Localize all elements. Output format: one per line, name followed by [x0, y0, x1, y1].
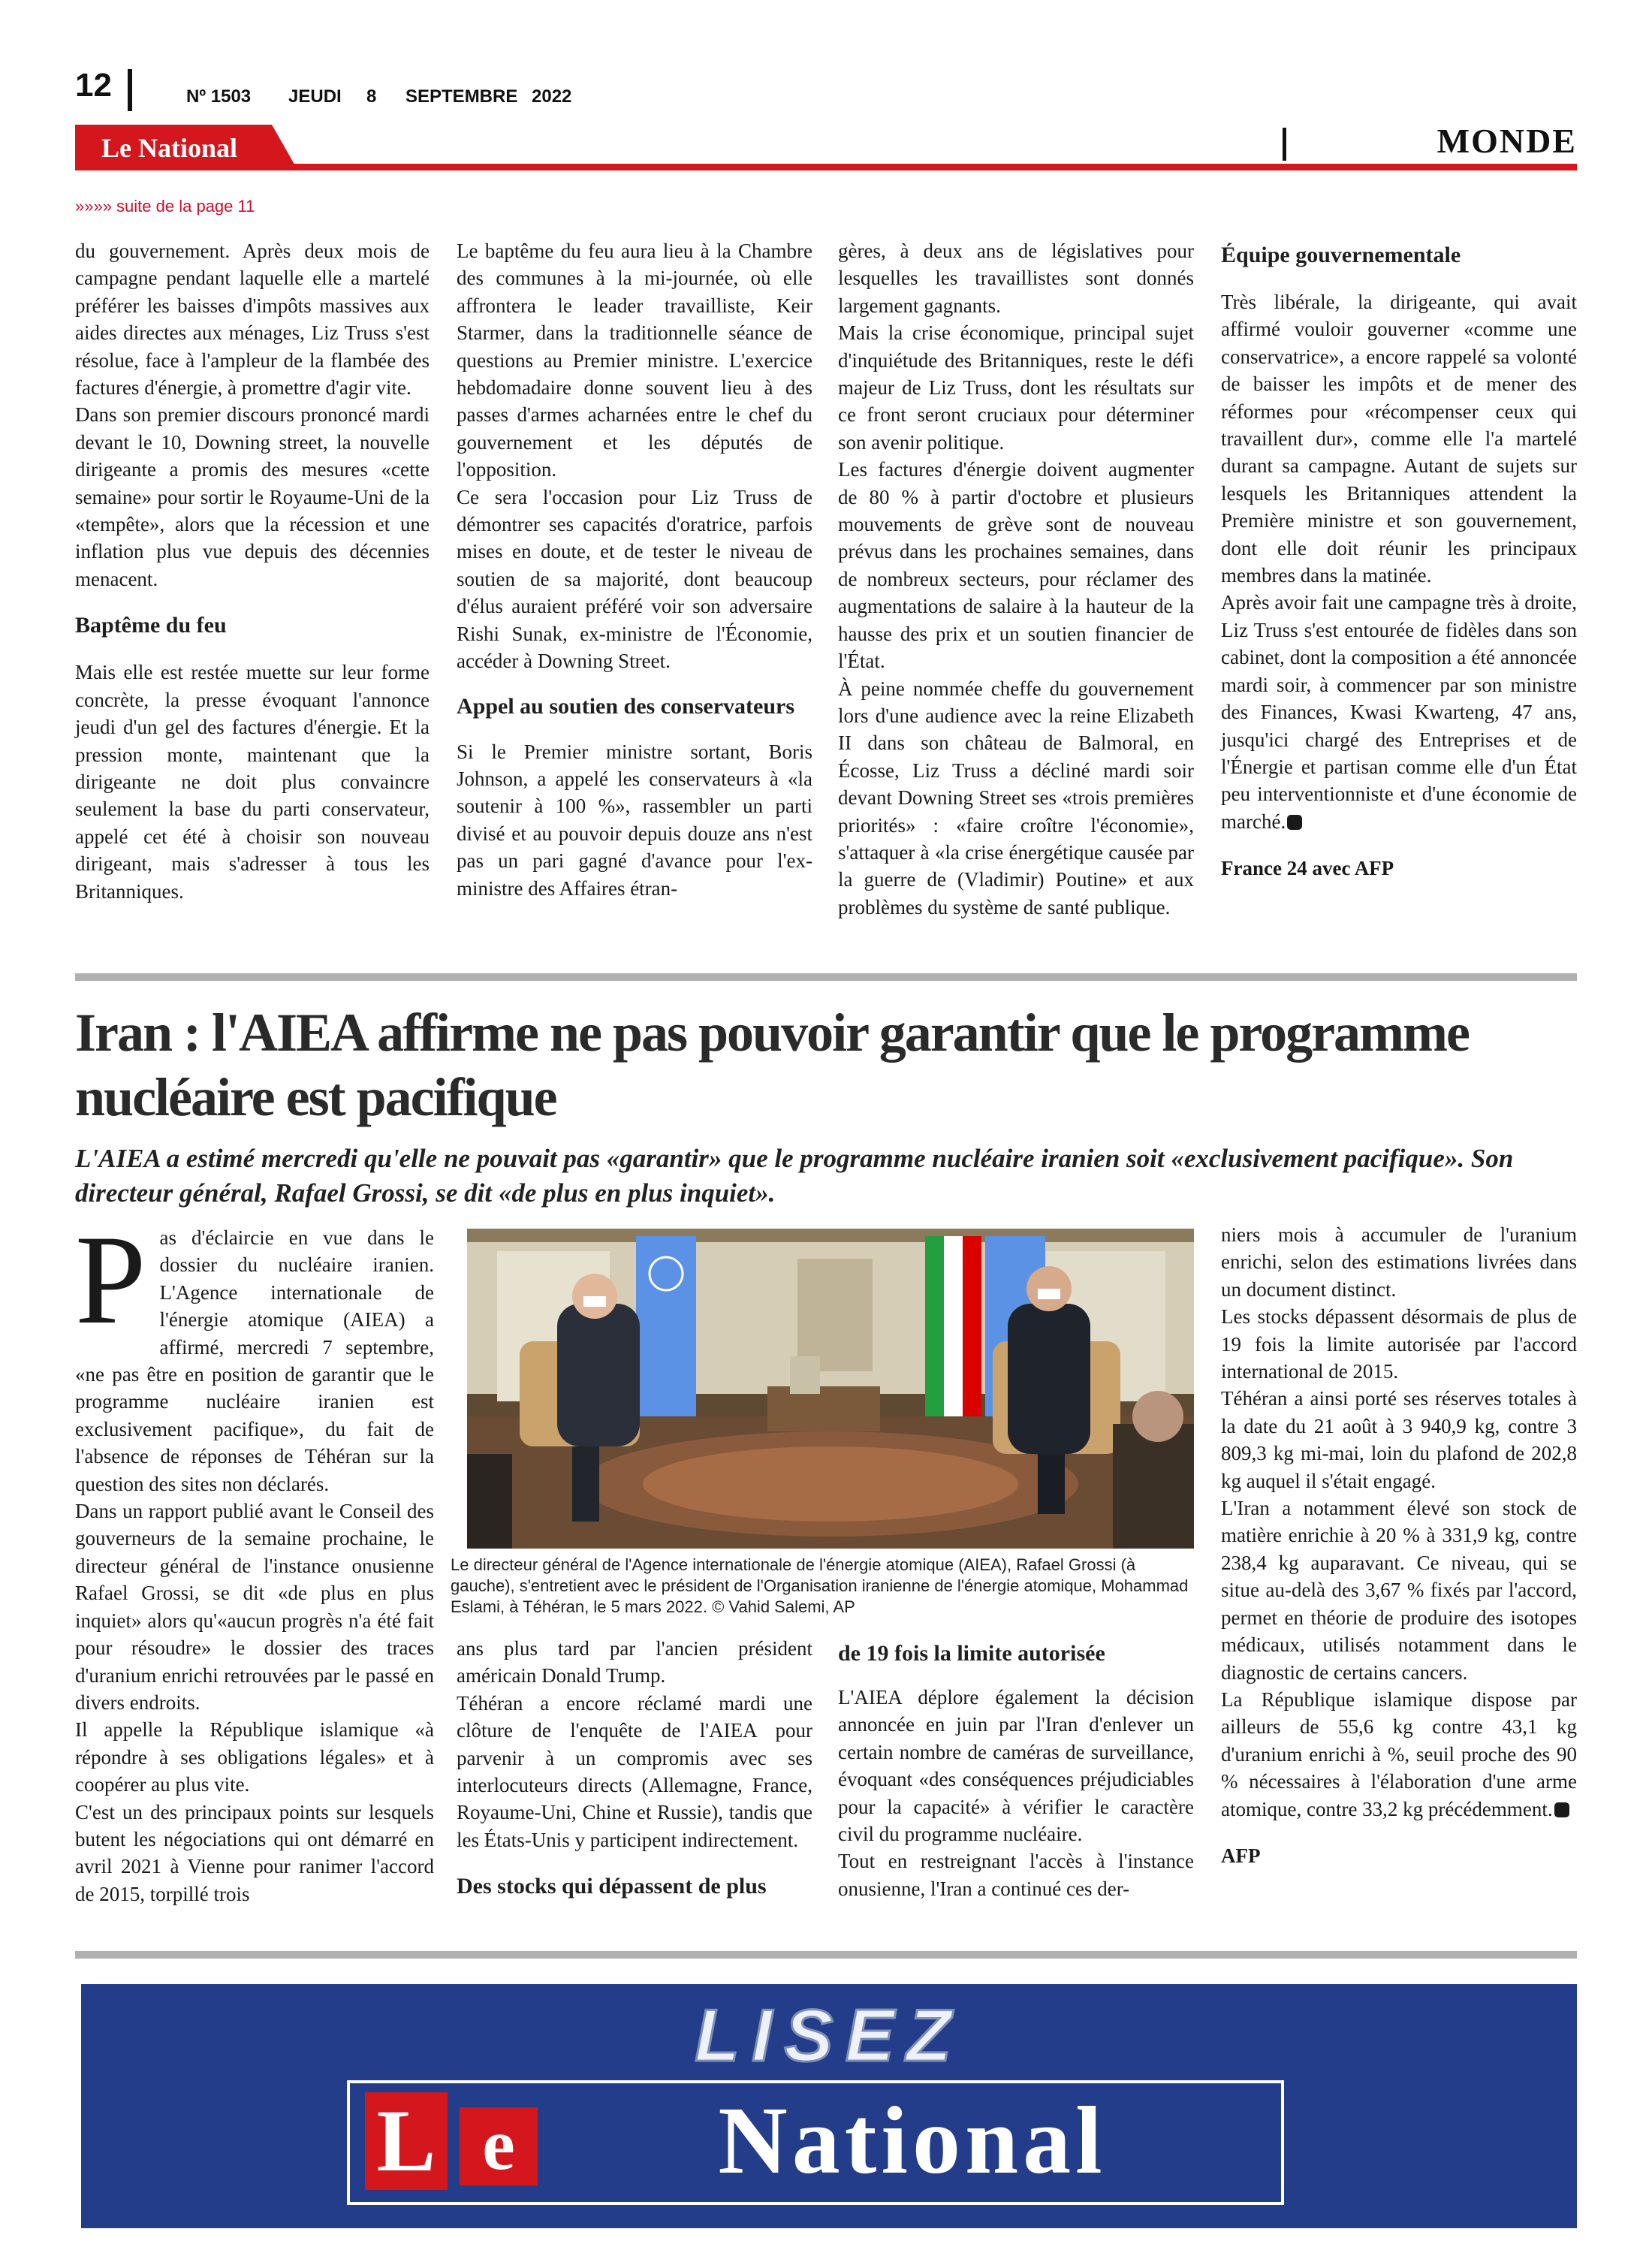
subheading: Baptême du feu [75, 613, 227, 638]
article1-column-2 [457, 237, 812, 902]
article1-column-4 [1221, 242, 1577, 882]
paragraph: Les stocks dépassent désormais de plus de 19 fois la limite autorisée par l'accord international de 2015. [1221, 1305, 1577, 1383]
issue-month: SEPTEMBRE [405, 86, 518, 107]
article2-column-4 [1221, 1221, 1577, 1869]
paragraph: gères, à deux ans de législatives pour lesquelles les travaillistes sont donnés largement gagnants. [838, 240, 1194, 317]
ad-logo-letter-e: e [460, 2107, 538, 2185]
section-divider [1283, 128, 1286, 161]
article2-column-3 [838, 1640, 1194, 1902]
paragraph: L'Iran a notamment élevé son stock de matière enrichie à 20 % à 331,9 kg, contre 238,4 kg auparavant. Ce niveau, qui se situe au-delà des 3,67 % fixés par l'accord, permet en théorie de produire des isotopes médicaux, utilisés notamment dans le diagnostic de certains cancers. [1221, 1497, 1577, 1684]
paragraph: Il appelle la République islamique «à répondre à ses obligations légales» et à coopérer au plus vite. [75, 1718, 434, 1796]
paragraph: Le baptême du feu aura lieu à la Chambre des communes à la mi-journée, où elle affrontera le leader travailliste, Keir Starmer, dans la traditionnelle séance de questions au Premier ministre. L'exercice hebdomadaire donne souvent lieu à des passes d'armes acharnées entre le chef du gouvernement et les députés de l'opposition. [457, 240, 812, 481]
paragraph: L'AIEA déplore également la décision annoncée en juin par l'Iran d'enlever un certain nombre de caméras de surveillance, évoquant «des conséquences préjudiciables pour la capacité» à vérifier le caractère civil du programme nucléaire. [838, 1686, 1194, 1846]
end-of-article-icon [1554, 1802, 1569, 1817]
paragraph: Si le Premier ministre sortant, Boris Johnson, a appelé les conservateurs à «la soutenir à 100 %», rassembler un parti divisé et au pouvoir depuis douze ans n'est pas un pari gagné d'avance pour l'ex-ministre des Affaires étran- [457, 740, 812, 900]
paragraph: Les factures d'énergie doivent augmenter de 80 % à partir d'octobre et plusieurs mouvements de grève sont de nouveau prévus dans les prochaines semaines, dans de nombreux secteurs, pour réclamer des augmentations de salaire à la hauteur de la hausse des prix et un soutien financier de l'État. [838, 458, 1194, 673]
paragraph: Mais elle est restée muette sur leur forme concrète, la presse évoquant l'annonce jeudi d'un gel des factures d'énergie. Et la pression monte, maintenant que la dirigeante ne doit plus convaincre seulement la base du parti conservateur, appelé cet été à choisir son nouveau dirigeant, mais s'adresser à tous les Britanniques. [75, 661, 430, 903]
end-of-article-icon [1287, 815, 1302, 830]
paragraph: À peine nommée cheffe du gouvernement lors d'une audience avec la reine Elizabeth II dans son château de Balmoral, en Écosse, Liz Truss a décliné mardi soir devant Downing Street ses «trois premières priorités» : «faire croître l'économie», s'attaquer à «la crise énergétique causée par la guerre de (Vladimir) Poutine» et aux problèmes du système de santé publique. [838, 677, 1194, 918]
article-headline: Iran : l'AIEA affirme ne pas pouvoir garantir que le programme nucléaire est pacifique [75, 1003, 1469, 1127]
article-photo [467, 1229, 1194, 1549]
page-number-divider [128, 69, 132, 111]
paragraph: Ce sera l'occasion pour Liz Truss de démontrer ses capacités d'oratrice, parfois mises en doute, et de tester le niveau de soutien de sa majorité, dont beaucoup d'élus auraient préféré voir son adversaire Rishi Sunak, ex-ministre de l'Économie, accéder à Downing Street. [457, 485, 812, 673]
article-signature: AFP [1221, 1844, 1261, 1867]
paragraph: La République islamique dispose par ailleurs de 55,6 kg contre 43,1 kg d'uranium enrichi à %, seuil proche des 90 % nécessaires à l'élaboration d'une arme atomique, contre 33,2 kg précédemment. [1221, 1687, 1577, 1820]
paragraph: Mais la crise économique, principal sujet d'inquiétude des Britanniques, reste le défi majeur de Liz Truss, dont les résultats sur ce front seront cruciaux pour déterminer son avenir politique. [838, 321, 1194, 454]
drop-cap: P [75, 1209, 146, 1350]
issue-date-day: 8 [366, 86, 377, 107]
photo-caption: Le directeur général de l'Agence internationale de l'énergie atomique (AIEA), Rafael Grossi (à gauche), s'entretient avec le président de l'Organisation iranienne de l'énergie atomique, Mohammad Eslami, à Téhéran, le 5 mars 2022. © Vahid Salemi, AP [451, 1555, 1189, 1616]
paragraph: Tout en restreignant l'accès à l'instance onusienne, l'Iran a continué ces der- [838, 1850, 1194, 1900]
subheading: de 19 fois la limite autorisée [838, 1641, 1105, 1666]
subheading: Équipe gouvernementale [1221, 243, 1461, 267]
paragraph: niers mois à accumuler de l'uranium enrichi, selon des estimations livrées dans un document distinct. [1221, 1223, 1577, 1301]
section-title: MONDE [1436, 122, 1577, 160]
paragraph: Dans un rapport publié avant le Conseil des gouverneurs de la semaine prochaine, le directeur général de l'instance onusienne Rafael Grossi, se dit «de plus en plus inquiet» alors qu'«aucun progrès n'a été fait pour résoudre» le dossier des traces d'uranium enrichi retrouvées par le passé en divers endroits. [75, 1500, 434, 1714]
paragraph: as d'éclaircie en vue dans le dossier du nucléaire iranien. L'Agence internationale de l'énergie atomique (AIEA) a affirmé, mercredi 7 septembre, «ne pas être en position de garantir que le programme nucléaire iranien est exclusivement pacifique», du fait de l'absence de réponses de Téhéran sur la question des sites non déclarés. [75, 1226, 434, 1495]
paragraph: Dans son premier discours prononcé mardi devant le 10, Downing street, la nouvelle dirigeante a promis des mesures «cette semaine» pour sortir le Royaume-Uni de la «tempête», alors que la récession et une inflation plus vue depuis des décennies menacent. [75, 403, 430, 590]
brand-name: Le National [101, 133, 238, 163]
paragraph: Téhéran a encore réclamé mardi une clôture de l'enquête de l'AIEA pour parvenir à un compromis avec ses interlocuteurs directs (Allemagne, France, Royaume-Uni, Chine et Russie), tandis que les États-Unis y participent indirectement. [457, 1691, 812, 1851]
subheading: Appel au soutien des conservateurs [457, 693, 795, 719]
paragraph: Téhéran a ainsi porté ses réserves totales à la date du 21 août à 3 940,9 kg, contre 3 809,3 kg mi-mai, loin du plafond de 202,8 kg auquel il s'était engagé. [1221, 1387, 1577, 1492]
issue-number: Nº 1503 [186, 86, 252, 107]
section-divider-rule [75, 1951, 1577, 1959]
ad-logo-word: National [718, 2087, 1107, 2194]
paragraph: Très libérale, la dirigeante, qui avait affirmé vouloir gouverner «comme une conservatrice», a encore rappelé sa volonté de baisser les impôts et de mener des réformes pour «récompenser ceux qui travaillent dur», comme elle l'a martelé durant sa campagne. Autant de sujets sur lesquels les Britanniques attendent la Première ministre et son gouvernement, dont elle doit réunir les principaux membres dans la matinée. [1221, 291, 1577, 587]
section-divider-rule [75, 973, 1577, 981]
article-standfirst: L'AIEA a estimé mercredi qu'elle ne pouvait pas «garantir» que le programme nucléaire iranien soit «exclusivement pacifique». Son directeur général, Rafael Grossi, se dit «de plus en plus inquiet». [75, 1144, 1514, 1208]
paragraph: ans plus tard par l'ancien président américain Donald Trump. [457, 1637, 812, 1687]
paragraph: du gouvernement. Après deux mois de campagne pendant laquelle elle a martelé préférer les baisses d'impôts massives aux aides directes aux ménages, Liz Truss s'est résolue, face à l'ampleur de la flambée des factures d'énergie, à promettre d'agir vite. [75, 240, 430, 400]
page-number: 12 [75, 67, 112, 104]
ad-headline: LISEZ [695, 1994, 963, 2077]
article1-column-3 [838, 237, 1194, 921]
subheading: Des stocks qui dépassent de plus [457, 1874, 767, 1899]
article-signature: France 24 avec AFP [1221, 857, 1394, 880]
ad-logo-letter-l: L [365, 2092, 448, 2190]
paragraph: C'est un des principaux points sur lesquels butent les négociations qui ont démarré en avril 2021 à Vienne pour ranimer l'accord de 2015, torpillé trois [75, 1800, 434, 1905]
article1-column-1 [75, 237, 430, 905]
paragraph: Après avoir fait une campagne très à droite, Liz Truss s'est entourée de fidèles dans son cabinet, dont la composition a été annoncée mardi soir, à commencer par son ministre des Finances, Kwasi Kwarteng, 47 ans, jusqu'ici chargé des Entreprises et de l'Énergie et partisan comme elle d'un État peu interventionniste et d'une économie de marché. [1221, 591, 1577, 833]
continuation-note: »»»» suite de la page 11 [75, 197, 255, 216]
header-red-rule [75, 164, 1577, 170]
article2-column-1 [75, 1209, 434, 1908]
issue-year: 2022 [532, 86, 572, 107]
issue-day: JEUDI [288, 86, 342, 107]
article2-column-2 [457, 1635, 812, 1900]
